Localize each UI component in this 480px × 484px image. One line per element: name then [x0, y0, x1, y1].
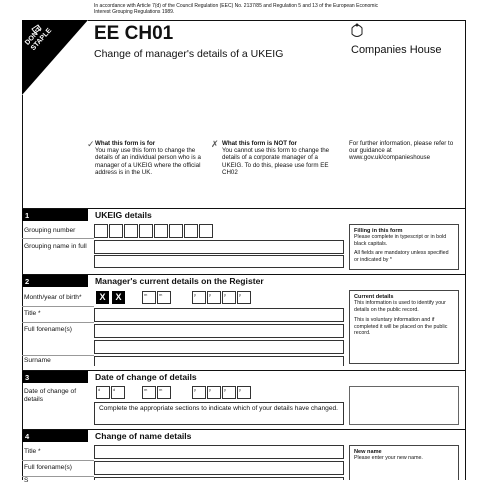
section-1-header: [22, 208, 465, 220]
row-divider: [22, 306, 94, 307]
row-divider: [22, 476, 94, 477]
box-hint: d: [113, 387, 116, 392]
what-not-for-title: What this form is NOT for: [222, 140, 297, 147]
box-hint: d: [98, 387, 101, 392]
box-hint: y: [209, 292, 211, 297]
section-1-title: UKEIG details: [95, 210, 152, 220]
filling-note: [349, 224, 459, 270]
what-for: [95, 140, 210, 176]
digit-box[interactable]: [109, 224, 123, 238]
surname-label: Surname: [24, 357, 51, 364]
row-divider: [22, 322, 94, 323]
grouping-number-label: Grouping number: [24, 227, 76, 234]
new-forenames-input-2[interactable]: [94, 477, 344, 480]
mandatory-text: All fields are mandatory unless specified or indicated by *: [354, 250, 449, 263]
month-box[interactable]: [157, 291, 171, 304]
top-border: [88, 20, 465, 21]
row-divider: [22, 460, 94, 461]
new-name-title: New name: [354, 449, 382, 455]
current-text: This information is used to identify your details on the public record.: [354, 300, 446, 313]
section-3-header: [22, 370, 465, 382]
digit-box[interactable]: [154, 224, 168, 238]
surname-input[interactable]: [94, 356, 344, 366]
dont-staple-corner: [22, 20, 88, 95]
dob-x-box: X: [96, 291, 109, 304]
regulation-note: In accordance with Article 7(d) of the Council Regulation (EEC) No. 2137/85 and Regulation 5 and 13 of the European Economic Interest Grouping Regulations 1989.: [94, 3, 379, 15]
right-border: [465, 20, 466, 480]
form-title: Change of manager's details of a UKEIG: [94, 48, 284, 60]
new-title-input[interactable]: [94, 445, 344, 459]
form-code: [94, 24, 173, 44]
crest-icon: [349, 22, 365, 40]
year-box[interactable]: [192, 386, 206, 399]
left-border: [22, 95, 23, 480]
current-title: Current details: [354, 294, 394, 300]
new-name-text: Please enter your new name.: [354, 455, 423, 462]
digit-box[interactable]: [199, 224, 213, 238]
check-icon: ✓: [87, 139, 95, 149]
what-for-title: What this form is for: [95, 140, 156, 147]
new-forenames-label: Full forename(s): [24, 464, 73, 471]
section-2-number: 2: [22, 275, 88, 287]
current-details-note: [349, 290, 459, 364]
year-box[interactable]: [207, 386, 221, 399]
what-not-for-text: You cannot use this form to change the details of a corporate manager of a UKEIG. To do this, please use form EE CH02: [222, 147, 330, 176]
dob-x-box: X: [112, 291, 125, 304]
section-3-side-box: [349, 386, 459, 425]
day-box[interactable]: [96, 386, 110, 399]
box-hint: y: [239, 387, 241, 392]
day-box[interactable]: [111, 386, 125, 399]
digit-box[interactable]: [184, 224, 198, 238]
box-hint: m: [159, 387, 163, 392]
digit-box[interactable]: [94, 224, 108, 238]
section-4-number: 4: [22, 430, 88, 442]
corner-text: DON'T STAPLE: [24, 26, 54, 53]
month-box[interactable]: [142, 291, 156, 304]
change-note-box: Complete the appropriate sections to indicate which of your details have changed.: [94, 402, 344, 425]
year-box[interactable]: [207, 291, 221, 304]
digit-box[interactable]: [139, 224, 153, 238]
what-not-for: [222, 140, 340, 176]
forenames-label: Full forename(s): [24, 326, 73, 333]
section-3-title: Date of change of details: [95, 372, 197, 382]
year-box[interactable]: [192, 291, 206, 304]
box-hint: y: [224, 292, 226, 297]
forenames-input[interactable]: [94, 324, 344, 338]
form-code-text: EE CH01: [94, 23, 174, 44]
section-4-header: [22, 429, 465, 441]
digit-box[interactable]: [169, 224, 183, 238]
new-name-note: [349, 445, 459, 480]
box-hint: y: [239, 292, 241, 297]
box-hint: y: [194, 292, 196, 297]
row-divider: [22, 238, 94, 239]
month-box[interactable]: [142, 386, 156, 399]
title-input[interactable]: [94, 308, 344, 322]
voluntary-text: This is voluntary information and if completed it will be placed on the public record.: [354, 317, 448, 337]
grouping-name-input[interactable]: [94, 240, 344, 254]
year-box[interactable]: [222, 291, 236, 304]
cross-icon: ✗: [211, 139, 219, 149]
filling-title: Filling in this form: [354, 228, 403, 234]
box-hint: y: [224, 387, 226, 392]
box-hint: m: [159, 292, 163, 297]
section-1-number: 1: [22, 209, 88, 221]
title-label: Title *: [24, 310, 41, 317]
info-text: For further information, please refer to our guidance at www.gov.uk/companieshouse: [349, 140, 454, 162]
dob-label: Month/year of birth*: [24, 294, 82, 301]
row-divider: [22, 355, 94, 356]
new-title-label: Title *: [24, 448, 41, 455]
box-hint: m: [144, 292, 148, 297]
brand-name: Companies House: [351, 44, 442, 56]
year-box[interactable]: [222, 386, 236, 399]
section-3-number: 3: [22, 371, 88, 383]
box-hint: m: [144, 387, 148, 392]
filling-text: Please complete in typescript or in bold black capitals.: [354, 234, 447, 247]
box-hint: y: [209, 387, 211, 392]
forenames-input-2[interactable]: [94, 340, 344, 354]
year-box[interactable]: [237, 291, 251, 304]
what-for-text: You may use this form to change the details of an individual person who is a manager of a UKEIG where the official address is in the UK.: [95, 147, 201, 176]
section-2-title: Manager's current details on the Register: [95, 276, 264, 286]
box-hint: y: [194, 387, 196, 392]
month-box[interactable]: [157, 386, 171, 399]
grouping-name-input-2[interactable]: [94, 255, 344, 268]
digit-box[interactable]: [124, 224, 138, 238]
grouping-name-label: Grouping name in full: [24, 243, 87, 250]
year-box[interactable]: [237, 386, 251, 399]
date-change-label: Date of change of details: [24, 388, 77, 403]
new-forenames-input[interactable]: [94, 461, 344, 475]
section-2-header: [22, 274, 465, 286]
new-surname-label: S: [24, 477, 29, 484]
section-4-title: Change of name details: [95, 431, 192, 441]
